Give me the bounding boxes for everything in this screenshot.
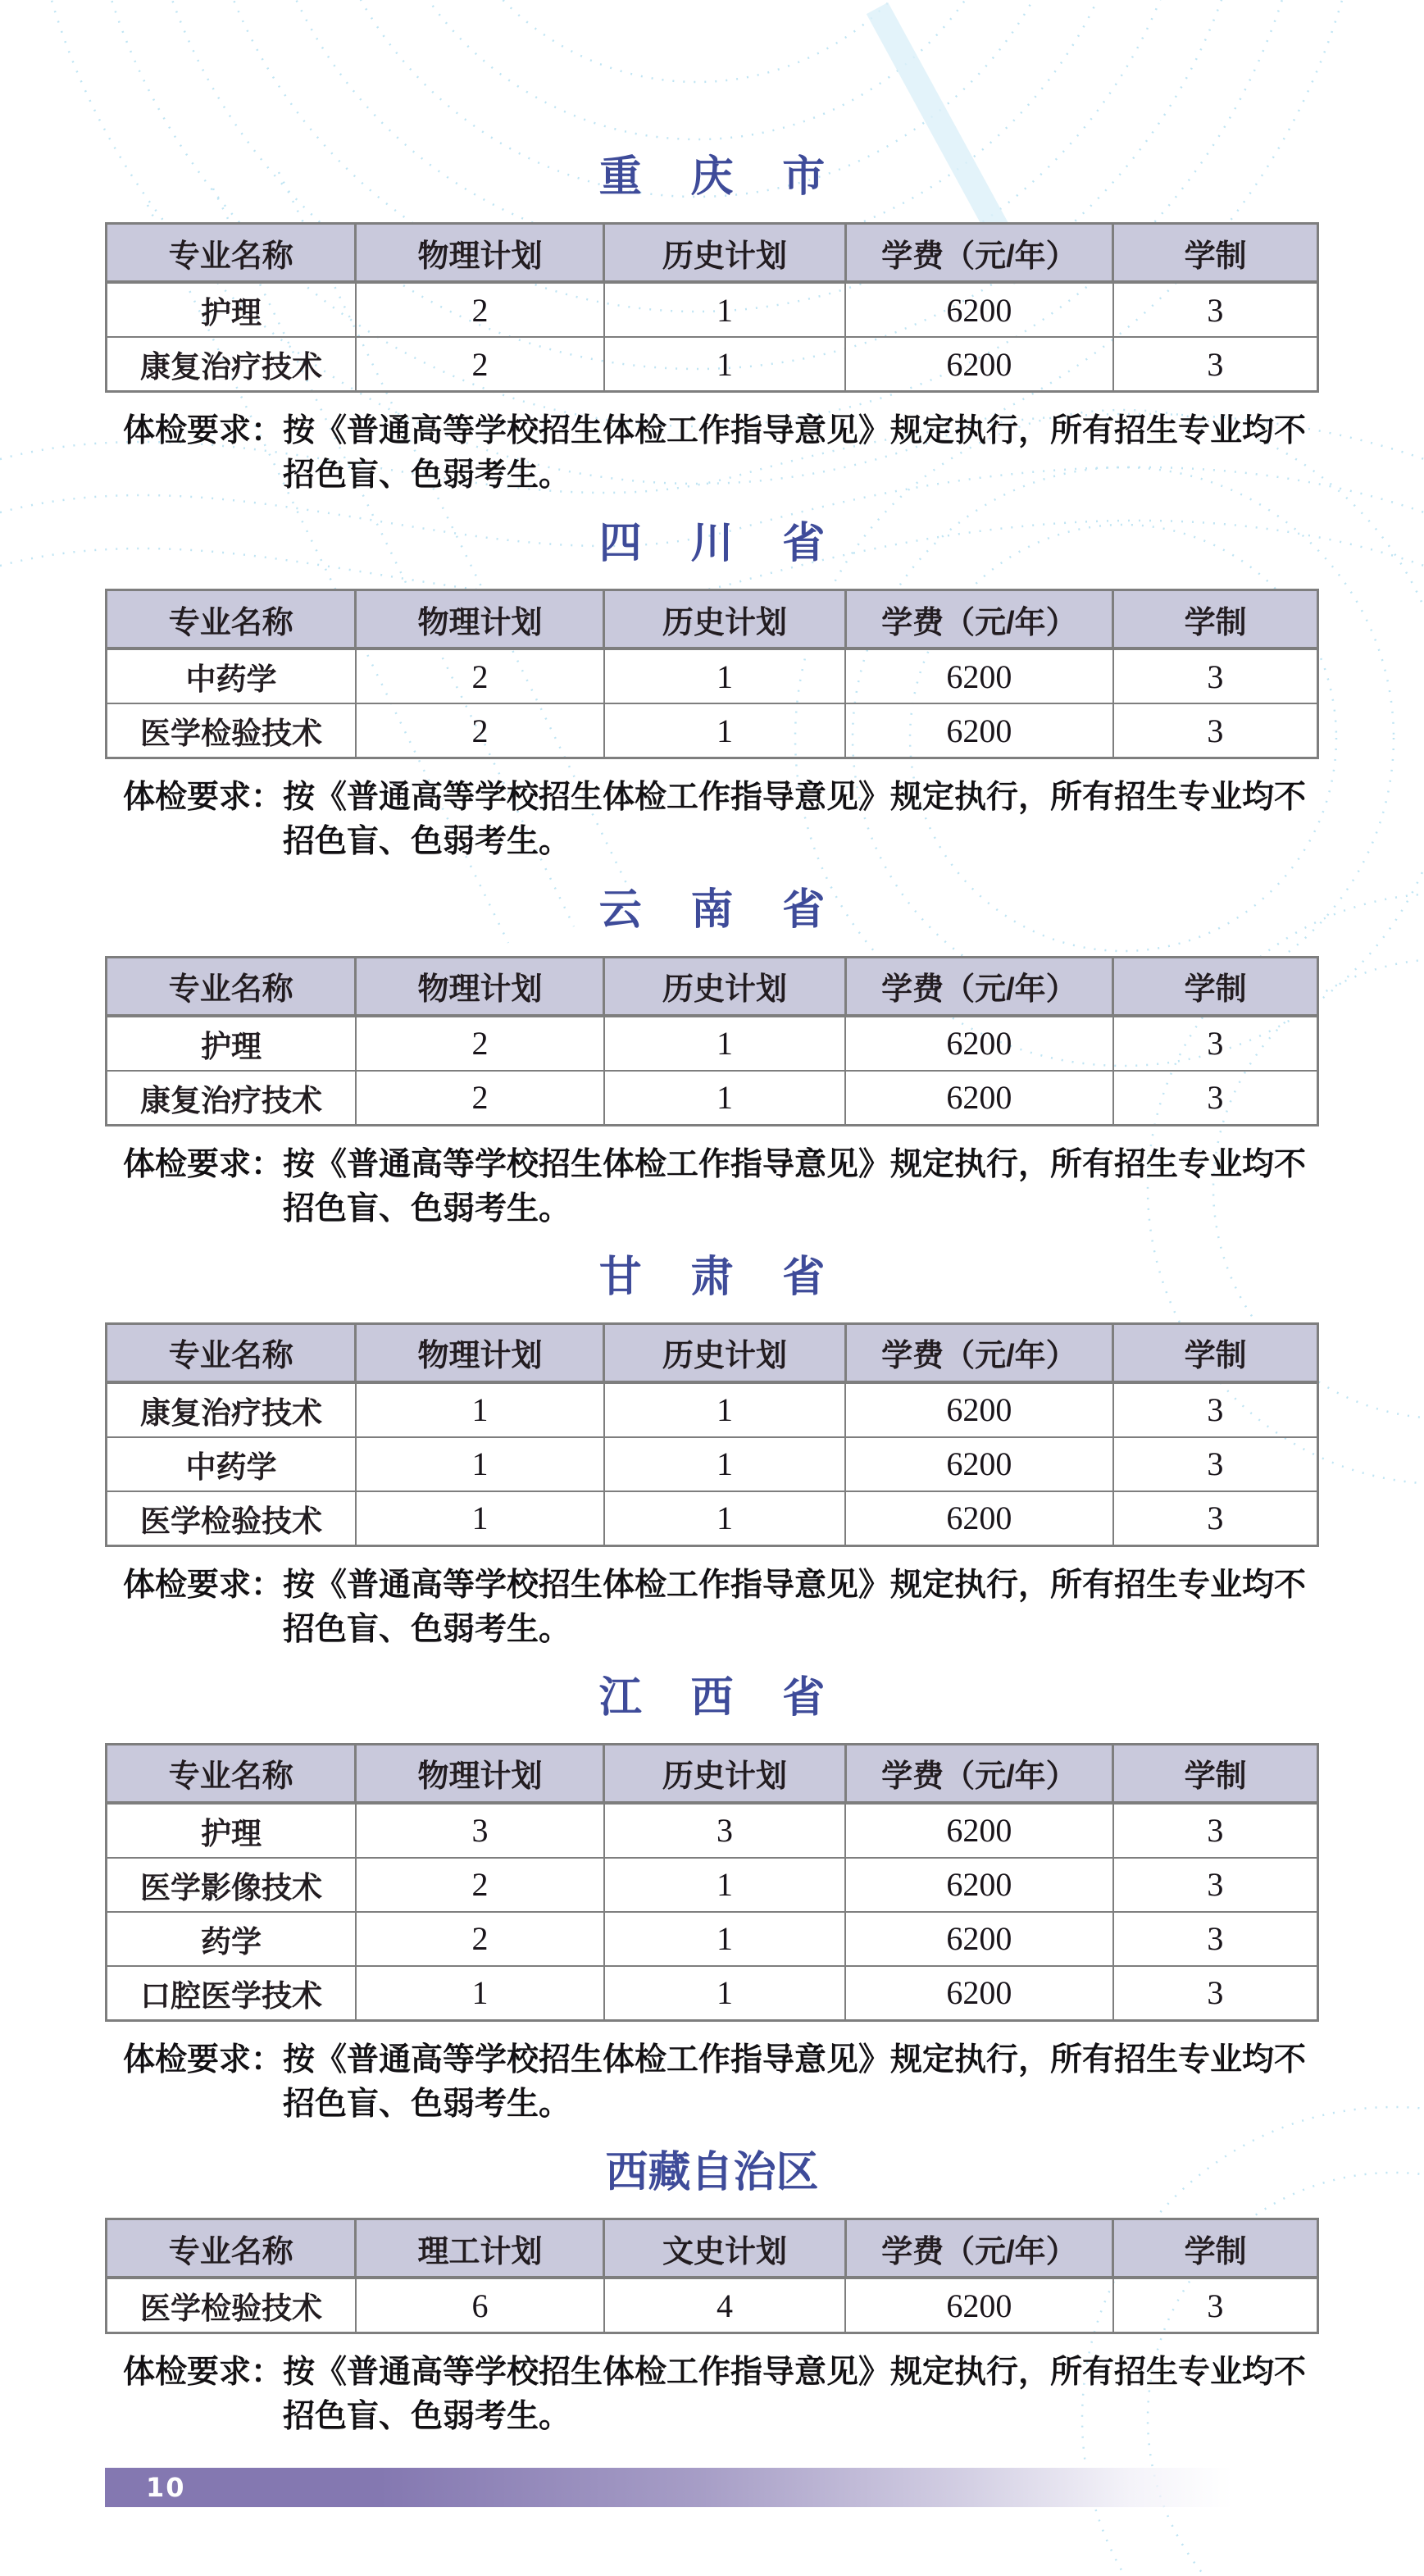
table-row xyxy=(107,2278,1318,2333)
note-text: 按《普通高等学校招生体检工作指导意见》规定执行，所有招生专业均不招色盲、色弱考生。 xyxy=(283,780,1307,860)
table-row xyxy=(107,282,1318,337)
cell-physics-plan: 2 xyxy=(356,1912,604,1966)
table-row xyxy=(107,1382,1318,1437)
cell-history-plan: 1 xyxy=(604,1382,845,1437)
col-header-duration: 学制 xyxy=(1113,1323,1318,1382)
cell-history-plan: 1 xyxy=(604,1071,845,1126)
cell-tuition: 6200 xyxy=(845,1437,1113,1491)
section-jiangxi xyxy=(105,1675,1319,2127)
cell-physics-plan: 1 xyxy=(356,1437,604,1491)
cell-history-plan: 1 xyxy=(604,1858,845,1912)
cell-major-name: 康复治疗技术 xyxy=(107,337,356,392)
cell-physics-plan: 2 xyxy=(356,282,604,337)
cell-duration: 3 xyxy=(1113,337,1318,392)
cell-physics-plan: 3 xyxy=(356,1803,604,1858)
col-header-history-plan: 历史计划 xyxy=(604,1744,845,1803)
cell-duration: 3 xyxy=(1113,649,1318,703)
cell-tuition: 6200 xyxy=(845,1858,1113,1912)
cell-tuition: 6200 xyxy=(845,649,1113,703)
section-title-sichuan: 四川省 xyxy=(598,520,875,568)
note-label: 体检要求： xyxy=(123,1146,284,1182)
cell-tuition: 6200 xyxy=(845,282,1113,337)
health-check-note xyxy=(123,409,1319,498)
col-header-tuition: 学费（元/年） xyxy=(845,1744,1113,1803)
note-label: 体检要求： xyxy=(123,2355,284,2391)
table-row xyxy=(107,1912,1318,1966)
cell-major-name: 医学影像技术 xyxy=(107,1858,356,1912)
table-header-row xyxy=(107,957,1318,1016)
section-title-jiangxi: 江西省 xyxy=(598,1673,875,1722)
col-header-arts-plan: 文史计划 xyxy=(604,2219,845,2278)
col-header-major: 专业名称 xyxy=(107,224,356,283)
cell-duration: 3 xyxy=(1113,703,1318,758)
table-row xyxy=(107,337,1318,392)
col-header-history-plan: 历史计划 xyxy=(604,957,845,1016)
cell-major-name: 护理 xyxy=(107,1016,356,1071)
cell-history-plan: 1 xyxy=(604,649,845,703)
cell-tuition: 6200 xyxy=(845,2278,1113,2333)
note-label: 体检要求： xyxy=(123,1567,284,1603)
col-header-major: 专业名称 xyxy=(107,957,356,1016)
cell-major-name: 口腔医学技术 xyxy=(107,1966,356,2021)
col-header-physics-plan: 物理计划 xyxy=(356,1744,604,1803)
cell-physics-plan: 2 xyxy=(356,649,604,703)
col-header-major: 专业名称 xyxy=(107,590,356,649)
cell-duration: 3 xyxy=(1113,1858,1318,1912)
col-header-history-plan: 历史计划 xyxy=(604,224,845,283)
table-row xyxy=(107,1491,1318,1546)
plan-table-chongqing xyxy=(105,222,1319,393)
col-header-physics-plan: 物理计划 xyxy=(356,224,604,283)
cell-duration: 3 xyxy=(1113,1437,1318,1491)
section-chongqing xyxy=(105,154,1319,498)
cell-tuition: 6200 xyxy=(845,337,1113,392)
cell-duration: 3 xyxy=(1113,1382,1318,1437)
cell-tuition: 6200 xyxy=(845,1491,1113,1546)
col-header-physics-plan: 物理计划 xyxy=(356,957,604,1016)
col-header-tuition: 学费（元/年） xyxy=(845,957,1113,1016)
col-header-major: 专业名称 xyxy=(107,1744,356,1803)
table-header-row xyxy=(107,1744,1318,1803)
col-header-major: 专业名称 xyxy=(107,1323,356,1382)
col-header-duration: 学制 xyxy=(1113,957,1318,1016)
cell-duration: 3 xyxy=(1113,282,1318,337)
health-check-note xyxy=(123,1563,1319,1652)
col-header-physics-plan: 物理计划 xyxy=(356,590,604,649)
cell-tuition: 6200 xyxy=(845,1803,1113,1858)
table-header-row xyxy=(107,590,1318,649)
cell-physics-plan: 2 xyxy=(356,1071,604,1126)
health-check-note xyxy=(123,2038,1319,2127)
note-text: 按《普通高等学校招生体检工作指导意见》规定执行，所有招生专业均不招色盲、色弱考生。 xyxy=(283,1567,1307,1647)
cell-history-plan: 1 xyxy=(604,1016,845,1071)
cell-history-plan: 1 xyxy=(604,1912,845,1966)
cell-duration: 3 xyxy=(1113,1016,1318,1071)
cell-tuition: 6200 xyxy=(845,1016,1113,1071)
cell-duration: 3 xyxy=(1113,1912,1318,1966)
col-header-tuition: 学费（元/年） xyxy=(845,590,1113,649)
section-tibet xyxy=(105,2150,1319,2439)
cell-arts-plan: 4 xyxy=(604,2278,845,2333)
col-header-duration: 学制 xyxy=(1113,590,1318,649)
col-header-major: 专业名称 xyxy=(107,2219,356,2278)
plan-table-gansu xyxy=(105,1322,1319,1547)
cell-physics-plan: 2 xyxy=(356,1016,604,1071)
cell-major-name: 中药学 xyxy=(107,1437,356,1491)
col-header-tuition: 学费（元/年） xyxy=(845,2219,1113,2278)
health-check-note xyxy=(123,2351,1319,2439)
cell-major-name: 医学检验技术 xyxy=(107,1491,356,1546)
cell-tuition: 6200 xyxy=(845,703,1113,758)
cell-duration: 3 xyxy=(1113,2278,1318,2333)
table-row xyxy=(107,1966,1318,2021)
cell-major-name: 中药学 xyxy=(107,649,356,703)
table-row xyxy=(107,1437,1318,1491)
col-header-duration: 学制 xyxy=(1113,1744,1318,1803)
cell-physics-plan: 1 xyxy=(356,1382,604,1437)
cell-history-plan: 1 xyxy=(604,282,845,337)
cell-science-plan: 6 xyxy=(356,2278,604,2333)
cell-major-name: 护理 xyxy=(107,282,356,337)
health-check-note xyxy=(123,776,1319,864)
section-title-gansu: 甘肃省 xyxy=(598,1253,875,1301)
footer-page-bar xyxy=(105,2468,1244,2507)
section-sichuan xyxy=(105,521,1319,864)
cell-physics-plan: 1 xyxy=(356,1491,604,1546)
table-row xyxy=(107,1071,1318,1126)
section-title-tibet: 西藏自治区 xyxy=(605,2148,819,2196)
cell-history-plan: 3 xyxy=(604,1803,845,1858)
cell-history-plan: 1 xyxy=(604,703,845,758)
section-yunnan xyxy=(105,887,1319,1231)
health-check-note xyxy=(123,1143,1319,1231)
cell-tuition: 6200 xyxy=(845,1382,1113,1437)
table-header-row xyxy=(107,224,1318,283)
cell-tuition: 6200 xyxy=(845,1071,1113,1126)
cell-physics-plan: 2 xyxy=(356,337,604,392)
cell-major-name: 康复治疗技术 xyxy=(107,1071,356,1126)
section-title-yunnan: 云南省 xyxy=(598,886,875,935)
plan-table-tibet xyxy=(105,2218,1319,2334)
table-row xyxy=(107,1858,1318,1912)
section-title-chongqing: 重庆市 xyxy=(598,153,875,201)
note-label: 体检要求： xyxy=(123,780,284,816)
table-row xyxy=(107,1016,1318,1071)
note-label: 体检要求： xyxy=(123,2041,284,2078)
cell-history-plan: 1 xyxy=(604,1491,845,1546)
cell-major-name: 药学 xyxy=(107,1912,356,1966)
note-text: 按《普通高等学校招生体检工作指导意见》规定执行，所有招生专业均不招色盲、色弱考生。 xyxy=(283,2041,1307,2122)
note-text: 按《普通高等学校招生体检工作指导意见》规定执行，所有招生专业均不招色盲、色弱考生。 xyxy=(283,1146,1307,1227)
table-row xyxy=(107,703,1318,758)
note-text: 按《普通高等学校招生体检工作指导意见》规定执行，所有招生专业均不招色盲、色弱考生。 xyxy=(283,413,1307,494)
cell-duration: 3 xyxy=(1113,1803,1318,1858)
cell-major-name: 护理 xyxy=(107,1803,356,1858)
plan-table-yunnan xyxy=(105,956,1319,1126)
page-number: 10 xyxy=(146,2472,186,2503)
cell-history-plan: 1 xyxy=(604,1966,845,2021)
col-header-science-plan: 理工计划 xyxy=(356,2219,604,2278)
cell-duration: 3 xyxy=(1113,1491,1318,1546)
note-label: 体检要求： xyxy=(123,413,284,449)
cell-history-plan: 1 xyxy=(604,1437,845,1491)
section-gansu xyxy=(105,1254,1319,1652)
cell-physics-plan: 2 xyxy=(356,703,604,758)
cell-duration: 3 xyxy=(1113,1071,1318,1126)
cell-duration: 3 xyxy=(1113,1966,1318,2021)
table-header-row xyxy=(107,2219,1318,2278)
table-header-row xyxy=(107,1323,1318,1382)
col-header-duration: 学制 xyxy=(1113,224,1318,283)
cell-history-plan: 1 xyxy=(604,337,845,392)
cell-major-name: 医学检验技术 xyxy=(107,2278,356,2333)
cell-physics-plan: 2 xyxy=(356,1858,604,1912)
note-text: 按《普通高等学校招生体检工作指导意见》规定执行，所有招生专业均不招色盲、色弱考生。 xyxy=(283,2355,1307,2435)
cell-major-name: 康复治疗技术 xyxy=(107,1382,356,1437)
cell-physics-plan: 1 xyxy=(356,1966,604,2021)
col-header-history-plan: 历史计划 xyxy=(604,590,845,649)
cell-major-name: 医学检验技术 xyxy=(107,703,356,758)
col-header-history-plan: 历史计划 xyxy=(604,1323,845,1382)
col-header-physics-plan: 物理计划 xyxy=(356,1323,604,1382)
plan-table-jiangxi xyxy=(105,1743,1319,2022)
table-row xyxy=(107,649,1318,703)
cell-tuition: 6200 xyxy=(845,1912,1113,1966)
cell-tuition: 6200 xyxy=(845,1966,1113,2021)
table-row xyxy=(107,1803,1318,1858)
col-header-duration: 学制 xyxy=(1113,2219,1318,2278)
plan-table-sichuan xyxy=(105,589,1319,759)
col-header-tuition: 学费（元/年） xyxy=(845,224,1113,283)
col-header-tuition: 学费（元/年） xyxy=(845,1323,1113,1382)
